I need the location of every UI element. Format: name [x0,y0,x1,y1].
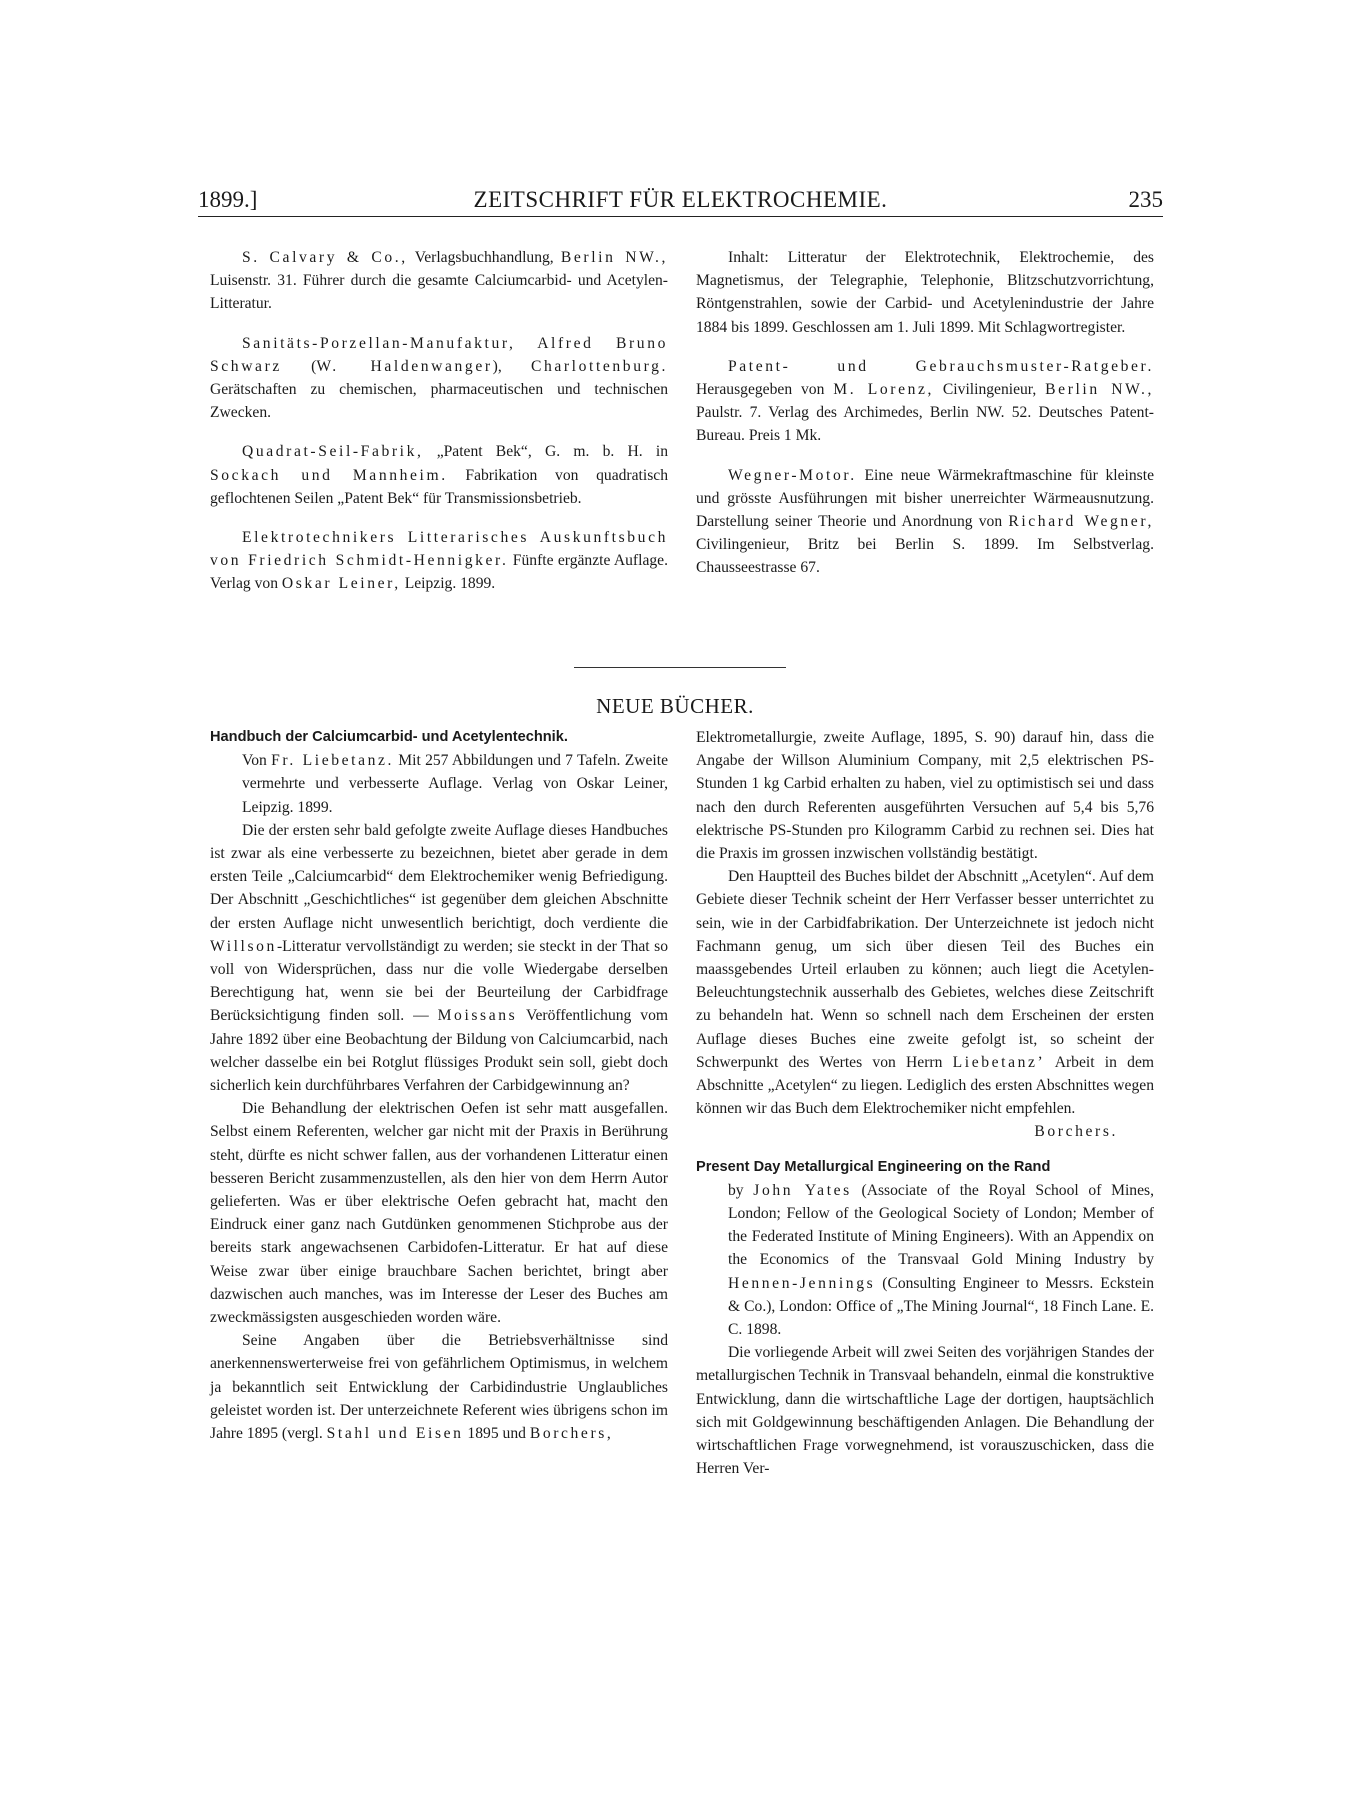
page-number: 235 [1128,187,1163,212]
reviews-right-column [696,726,1154,1481]
review-signature: Borchers. [1034,1123,1118,1141]
entry-wegner: Wegner-Motor. Eine neue Wärmekraftmaschine für kleinste und grösste Ausführungen mit bisher unerreichter Wärmeausnutzung. Darstellung seiner Theorie und Anordnung von Richard Wegner, Civilingenieur, Britz bei Berlin S. 1899. Im Selbstverlag. Chausseestrasse 67. [696,466,1154,577]
book1-paragraph-2: Die Behandlung der elektrischen Oefen ist sehr matt ausgefallen. Selbst einem Referenten, welcher gar nicht mit der Praxis in Berührung steht, dürfte es nicht schwer fallen, aus der vorhandenen Litteratur einen besseren Bericht zusammenzustellen, als den hier von dem Herrn Autor gelieferten. Was er über elektrische Oefen gebracht hat, macht den Eindruck einer ganz nach Gutdünken genommenen Stichprobe aus der bereits stark angewachsenen Carbidofen-Litteratur. Er hat auf diese Weise zwar über einige brauchbare Sachen berichtet, bringt aber dazwischen auch manches, was im Interesse der Leser des Buches am zweckmässigsten ausgeschieden worden wäre. [210,1100,668,1327]
section-divider [574,667,786,668]
entry-sanitaets: Sanitäts-Porzellan-Manufaktur, Alfred Bruno Schwarz (W. Haldenwanger), Charlottenburg. Gerätschaften zu chemischen, pharmaceutischen und technischen Zwecken. [210,334,668,422]
section-title: NEUE BÜCHER. [596,694,754,718]
entry-patent: Patent- und Gebrauchsmuster-Ratgeber. Herausgegeben von M. Lorenz, Civilingenieur, Berlin NW., Paulstr. 7. Verlag des Archimedes, Berlin NW. 52. Deutsches Patent-Bureau. Preis 1 Mk. [696,357,1154,445]
entry-inhalt: Inhalt: Litteratur der Elektrotechnik, Elektrochemie, des Magnetismus, der Telegraphie, Telephonie, Blitzschutzvorrichtung, Röntgenstrahlen, sowie der Carbid- und Acetylenindustrie der Jahre 1884 bis 1899. Geschlossen am 1. Juli 1899. Mit Schlagwortregister. [696,249,1154,336]
book2-paragraph-1: Die vorliegende Arbeit will zwei Seiten des vorjährigen Standes der metallurgischen Technik in Transvaal behandeln, einmal die konstruktive Entwicklung, dann die wirtschaftliche Lage der dortigen, hauptsächlich sich mit Goldgewinnung beschäftigenden Anlagen. Die Behandlung der wirtschaftlichen Frage vorwegnehmend, ist vorauszuschicken, dass die Herren Ver- [696,1344,1154,1478]
book1-paragraph-5: Den Hauptteil des Buches bildet der Abschnitt „Acetylen“. Auf dem Gebiete dieser Technik scheint der Herr Verfasser besser unterrichtet zu sein, wie in der Carbidfabrikation. Der Unterzeichnete ist jedoch nicht Fachmann genug, um sich über diesen Teil des Buches ein maassgebendes Urteil erlauben zu können; auch liegt die Acetylen-Beleuchtungstechnik ausserhalb des Gebietes, welches diese Zeitschrift zu behandeln hat. Wenn so schnell nach dem Erscheinen der ersten Auflage dieses Buches eine zweite gefolgt ist, so scheint der Schwerpunkt des Wertes von Herrn Liebetanz’ Arbeit in dem Abschnitte „Acetylen“ zu liegen. Lediglich des ersten Abschnittes wegen können wir das Buch dem Elektrochemiker nicht empfehlen. [696,868,1154,1118]
entry-quadrat: Quadrat-Seil-Fabrik, „Patent Bek“, G. m. b. H. in Sockach und Mannheim. Fabrikation von quadratisch geflochtenen Seilen „Patent Bek“ für Transmissionsbetrieb. [210,443,668,507]
top-left-column [210,246,668,612]
journal-title: ZEITSCHRIFT FÜR ELEKTROCHEMIE. [473,187,888,212]
book1-title: Handbuch der Calciumcarbid- und Acetylentechnik. [210,729,568,745]
header-year: 1899.] [198,187,258,212]
book1-paragraph-3: Seine Angaben über die Betriebsverhältnisse sind anerkennenswerterweise frei von gefährlichem Optimismus, in welchem ja bekanntlich seit Entwicklung der Carbidindustrie Unglaubliches geleistet worden ist. Der unterzeichnete Referent wies übrigens schon im Jahre 1895 (vergl. Stahl und Eisen 1895 und Borchers, [210,1332,668,1443]
entry-calvary: S. Calvary & Co., Verlagsbuchhandlung, Berlin NW., Luisenstr. 31. Führer durch die gesamte Calciumcarbid- und Acetylen-Litteratur. [210,249,668,313]
top-right-column [696,246,1154,596]
entry-elektrotechniker: Elektrotechnikers Litterarisches Auskunftsbuch von Friedrich Schmidt-Hennigker. Fünfte ergänzte Auflage. Verlag von Oskar Leiner, Leipzig. 1899. [210,529,668,593]
reviews-left-column [210,726,668,1445]
book1-paragraph-1: Die der ersten sehr bald gefolgte zweite Auflage dieses Handbuches ist zwar als eine verbesserte zu bezeichnen, bietet aber gerade in dem ersten Teile „Calciumcarbid“ dem Elektrochemiker wenig Befriedigung. Der Abschnitt „Geschichtliches“ ist gegenüber dem gleichen Abschnitte der ersten Auflage nicht unwesentlich berichtigt, doch verdiente die Willson-Litteratur vervollständigt zu werden; sie steckt in der That so voll von Widersprüchen, dass nur die volle Wiedergabe derselben Berechtigung hat, wenn sie bei der Beurteilung der Carbidfrage Berücksichtigung finden soll. — Moissans Veröffentlichung vom Jahre 1892 über eine Beobachtung der Bildung von Calciumcarbid, nach welcher dasselbe ein bei Rotglut flüssiges Produkt sein soll, giebt doch sicherlich kein durchführbares Verfahren der Carbidgewinnung an? [210,821,668,1095]
book2-info: by John Yates (Associate of the Royal School of Mines, London; Fellow of the Geological Society of London; Member of the Federated Institute of Mining Engineers). With an Appendix on the Economics of the Transvaal Gold Mining Industry by Hennen-Jennings (Consulting Engineer to Messrs. Eckstein & Co.), London: Office of „The Mining Journal“, 18 Finch Lane. E. C. 1898. [728,1181,1154,1339]
book1-paragraph-4: Elektrometallurgie, zweite Auflage, 1895, S. 90) darauf hin, dass die Angabe der Willson Aluminium Company, mit 2,5 elektrischen PS-Stunden 1 kg Carbid erhalten zu haben, viel zu optimistisch sei und dass nach den durch Referenten ausgeführten Versuchen auf 5,4 bis 5,76 elektrische PS-Stunden pro Kilogramm Carbid zu rechnen sei. Dies hat die Praxis im grossen inzwischen vollständig bestätigt. [696,729,1154,863]
running-header [198,186,1163,217]
book1-info: Von Fr. Liebetanz. Mit 257 Abbildungen und 7 Tafeln. Zweite vermehrte und verbesserte Auflage. Verlag von Oskar Leiner, Leipzig. 1899. [242,752,668,816]
book2-title: Present Day Metallurgical Engineering on the Rand [696,1158,1051,1175]
